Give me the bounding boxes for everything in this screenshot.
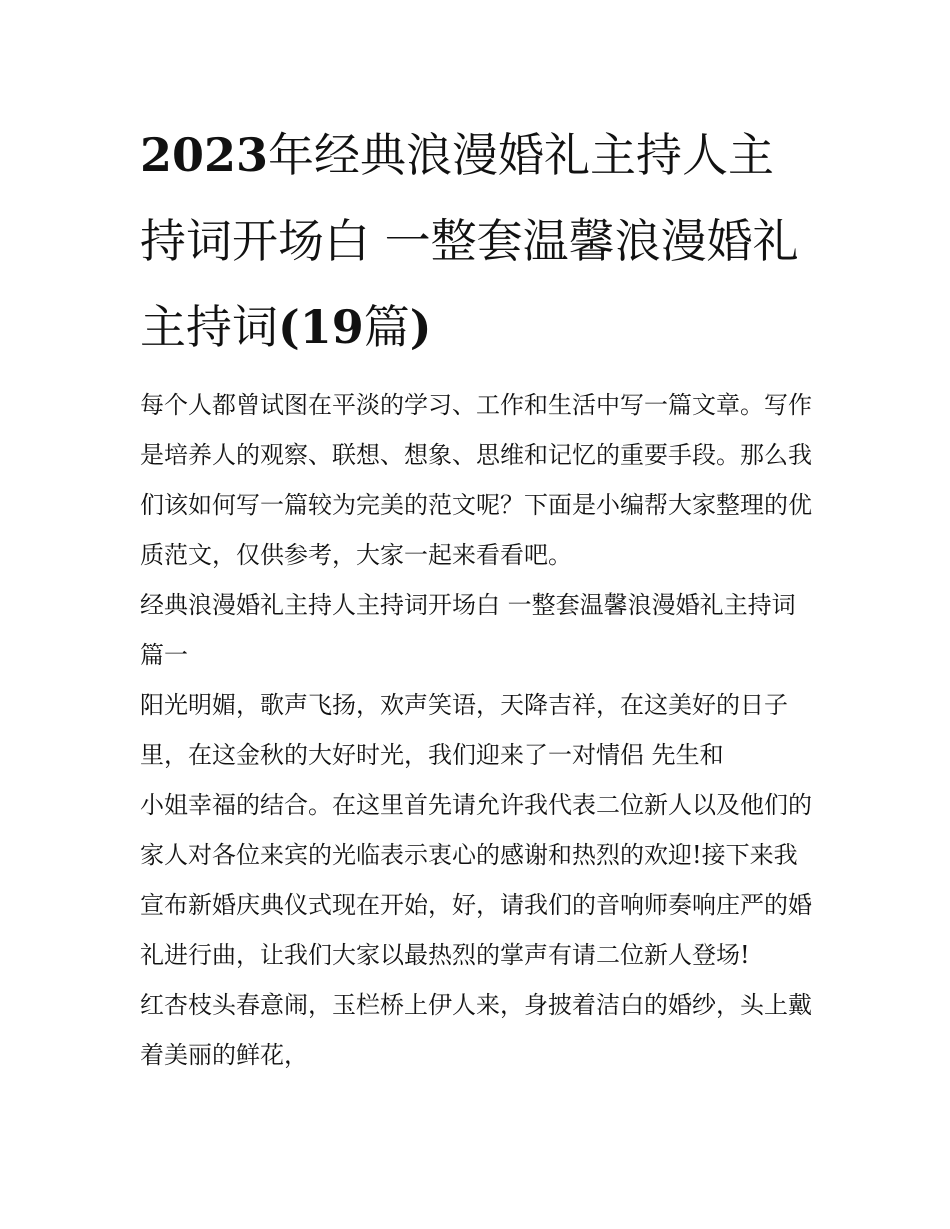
- body-paragraph: 小姐幸福的结合。在这里首先请允许我代表二位新人以及他们的家人对各位来宾的光临表示衷心的感谢和热烈的欢迎!接下来我宣布新婚庆典仪式现在开始，好，请我们的音响师奏响庄严的婚礼进行曲，让我们大家以最热烈的掌声有请二位新人登场!: [140, 791, 812, 969]
- intro-paragraph: 每个人都曾试图在平淡的学习、工作和生活中写一篇文章。写作是培养人的观察、联想、想象、思维和记忆的重要手段。那么我们该如何写一篇较为完美的范文呢？下面是小编帮大家整理的优质范文，仅供参考，大家一起来看看吧。: [140, 391, 812, 569]
- document-title: 2023年经典浪漫婚礼主持人主持词开场白 一整套温馨浪漫婚礼主持词(19篇): [140, 128, 799, 354]
- section-heading: 经典浪漫婚礼主持人主持词开场白 一整套温馨浪漫婚礼主持词篇一: [140, 591, 796, 669]
- document-page: [140, 112, 812, 1080]
- body-paragraph: 阳光明媚，歌声飞扬，欢声笑语，天降吉祥，在这美好的日子里，在这金秋的大好时光，我们迎来了一对情侣 先生和: [140, 691, 788, 769]
- body-paragraph: 红杏枝头春意闹，玉栏桥上伊人来，身披着洁白的婚纱，头上戴着美丽的鲜花，: [140, 991, 812, 1069]
